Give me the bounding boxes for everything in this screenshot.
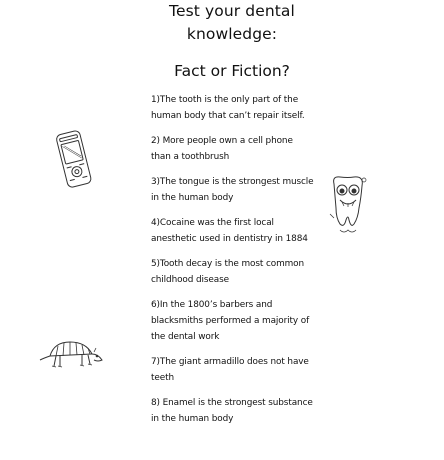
quiz-item-line: blacksmiths performed a majority of (151, 316, 310, 326)
quiz-item (151, 354, 326, 386)
quiz-item-line: 3)The tongue is the strongest muscle (151, 177, 314, 187)
quiz-item-line: 5)Tooth decay is the most common (151, 259, 305, 269)
quiz-item-line: than a toothbrush (151, 152, 230, 162)
quiz-item-line: 7)The giant armadillo does not have (151, 357, 309, 367)
quiz-list (151, 92, 326, 427)
quiz-item-line: 1)The tooth is the only part of the (151, 95, 299, 105)
quiz-item-line: 4)Cocaine was the first local (151, 218, 274, 228)
page-title-line-1: Test your dental (169, 2, 295, 20)
page-subtitle: Fact or Fiction? (174, 62, 290, 80)
armadillo-icon (38, 334, 106, 372)
quiz-item (151, 174, 326, 206)
quiz-item-line: human body that can’t repair itself. (151, 111, 305, 121)
quiz-item (151, 215, 326, 247)
quiz-item (151, 297, 326, 345)
quiz-item-line: childhood disease (151, 275, 230, 285)
quiz-item-line: anesthetic used in dentistry in 1884 (151, 234, 308, 244)
quiz-item-line: 6)In the 1800’s barbers and (151, 300, 273, 310)
quiz-item (151, 395, 326, 427)
cell-phone-icon (50, 128, 98, 192)
quiz-item-line: 8) Enamel is the strongest substance (151, 398, 313, 408)
quiz-item (151, 256, 326, 288)
quiz-item-line: in the human body (151, 193, 234, 203)
quiz-item-line: teeth (151, 373, 175, 383)
quiz-item-line: in the human body (151, 414, 234, 424)
quiz-item (151, 133, 326, 165)
cartoon-tooth-icon (326, 174, 370, 240)
page-title-line-2: knowledge: (186, 25, 278, 43)
quiz-item (151, 92, 326, 124)
quiz-item-line: the dental work (151, 332, 220, 342)
quiz-item-line: 2) More people own a cell phone (151, 136, 293, 146)
